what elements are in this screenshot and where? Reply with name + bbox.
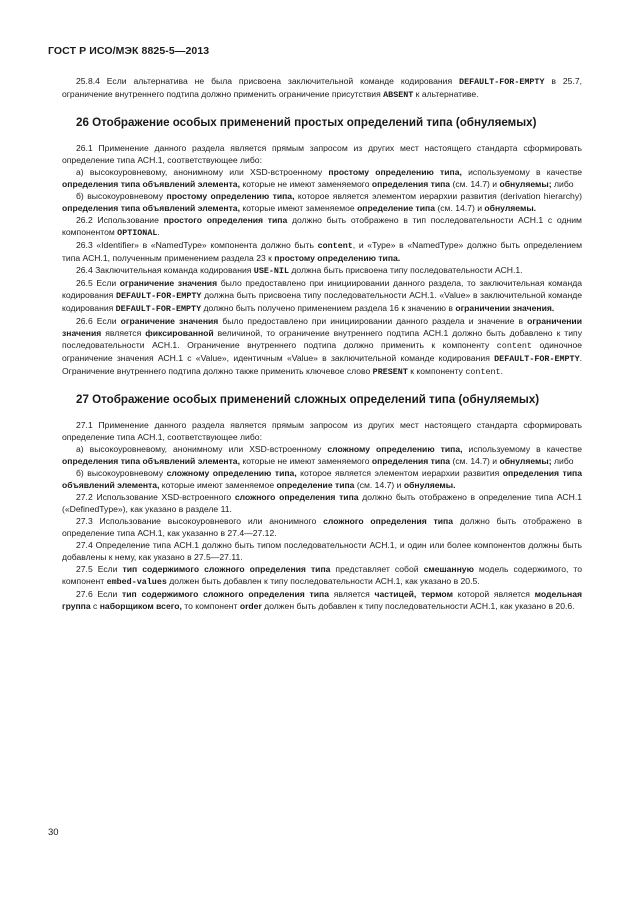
paragraph-26-1-b: б) высокоуровневому простому определению типа, которое является элементом иерархии развития (derivation hierarchy) определения типа объявлений элемента, которые имеют заменяемое определение типа (см. 14.7) и обнуляемы. xyxy=(62,191,582,213)
paragraph-26-2: 26.2 Использование простого определения типа должно быть отображено в тип последовательности АСН.1 с одним компонентом OPTIONAL. xyxy=(62,215,582,238)
page-header: ГОСТ Р ИСО/МЭК 8825-5—2013 xyxy=(48,45,210,57)
paragraph-27-1-a: а) высокоуровневому, анонимному или XSD-встроенному сложному определению типа, используемому в качестве определения типа объявлений элемента, которые не имеют заменяемого определения типа (см. 14.7) и обнуляемы; либо xyxy=(62,444,582,466)
paragraph-26-1-a: а) высокоуровневому, анонимному или XSD-встроенному простому определению типа, используемому в качестве определения типа объявлений элемента, которые не имеют заменяемого определения типа (см. 14.7) и обнуляемы; либо xyxy=(62,167,582,189)
paragraph-26-4: 26.4 Заключительная команда кодирования USE-NIL должна быть присвоена типу последовательности АСН.1. xyxy=(76,265,523,276)
paragraph-26-6: 26.6 Если ограничение значения было предоставлено при инициировании данного раздела и значение в ограничении значения является фиксированной величиной, то ограничение внутреннего подтипа АСН.1 должно быть добавлено к типу последовательности АСН.1. Ограничение внутреннего подтипа должно применить к компоненту content одиночное ограничение значения АСН.1 с «Value», идентичным «Value» в заключительной команде кодирования DEFAULT-FOR-EMPTY. Ограничение внутреннего подтипа должно также применить ключевое слово PRESENT к компоненту content. xyxy=(62,316,582,377)
paragraph-27-5: 27.5 Если тип содержимого сложного определения типа представляет собой смешанную модель содержимого, то компонент embed-values должен быть добавлен к типу последовательности АСН.1, как указано в 20.5. xyxy=(62,564,582,587)
section-26-heading: 26 Отображение особых применений простых определений типа (обнуляемых) xyxy=(76,116,537,129)
paragraph-27-1: 27.1 Применение данного раздела является прямым запросом из других мест настоящего стандарта сформировать определение типа АСН.1, соответствующее либо: xyxy=(62,420,582,442)
paragraph-26-5: 26.5 Если ограничение значения было предоставлено при инициировании данного раздела, то заключительная команда кодирования DEFAULT-FOR-EMPTY должна быть присвоена типу последовательности АСН.1. «Value» в заключительной команде кодирования DEFAULT-FOR-EMPTY должно быть получено применением раздела 16 к значению в ограничении значения. xyxy=(62,278,582,314)
paragraph-26-1: 26.1 Применение данного раздела является прямым запросом из других мест настоящего стандарта сформировать определение типа АСН.1, соответствующее либо: xyxy=(62,143,582,165)
section-27-heading: 27 Отображение особых применений сложных определений типа (обнуляемых) xyxy=(76,393,540,406)
paragraph-27-2: 27.2 Использование XSD-встроенного сложного определения типа должно быть отображено в определение типа АСН.1 («DefinedType»), как указано в разделе 11. xyxy=(62,492,582,514)
document-body xyxy=(62,75,582,612)
paragraph-27-1-b: б) высокоуровневому сложному определению типа, которое является элементом иерархии развития определения типа объявлений элемента, которые имеют заменяемое определение типа (см. 14.7) и обнуляемы. xyxy=(62,468,582,490)
paragraph-26-3: 26.3 «Identifier» в «NamedType» компонента должно быть content, и «Type» в «NamedType» должно быть определением типа АСН.1, полученным применением раздела 23 к простому определению типа. xyxy=(62,240,582,263)
paragraph-27-4: 27.4 Определение типа АСН.1 должно быть типом последовательности АСН.1, и один или более компонентов должны быть добавлены к нему, как указано в 27.5—27.11. xyxy=(62,540,582,562)
page-number: 30 xyxy=(48,827,59,838)
paragraph-25-8-4: 25.8.4 Если альтернатива не была присвоена заключительной команде кодирования DEFAULT-FOR-EMPTY в 25.7, ограничение внутреннего подтипа должно применить ограничение присутствия ABSENT к альтернативе. xyxy=(62,76,582,100)
paragraph-27-3: 27.3 Использование высокоуровневого или анонимного сложного определения типа должно быть отображено в определение типа АСН.1, как указанно в 27.4—27.12. xyxy=(62,516,582,538)
paragraph-27-6: 27.6 Если тип содержимого сложного определения типа является частицей, термом которой является модельная группа с наборщиком всего, то компонент order должен быть добавлен к типу последовательности АСН.1, как указано в 20.6. xyxy=(62,589,583,611)
